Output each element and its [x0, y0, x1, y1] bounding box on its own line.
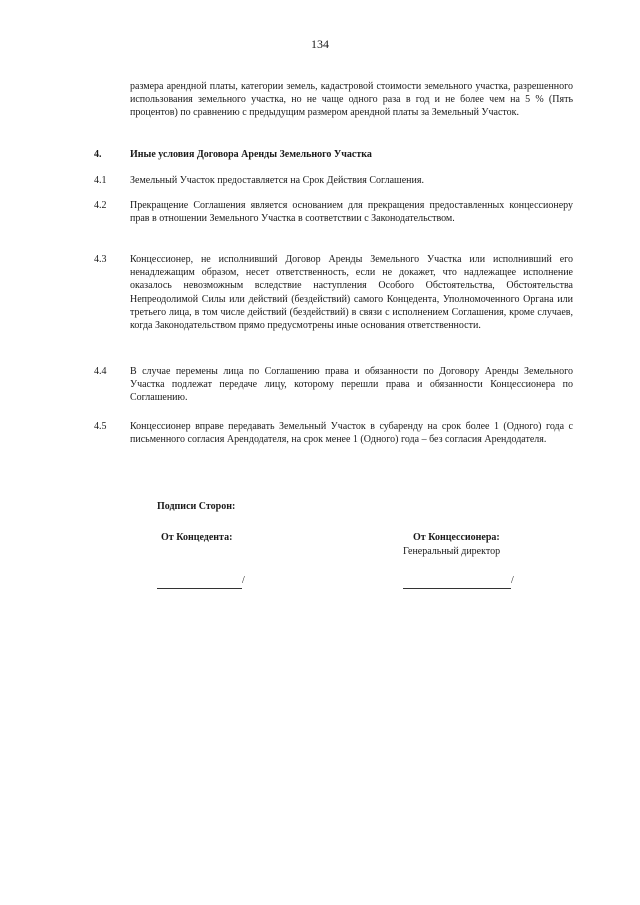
concedent-signature-line [157, 575, 242, 589]
clause-number: 4.3 [94, 254, 107, 265]
page-number: 134 [311, 37, 329, 51]
clause-text: В случае перемены лица по Соглашению права и обязанности по Договору Аренды Земельного Участка подлежат передаче лицу, которому перешли права и обязанности Концессионера по Соглашению. [130, 366, 573, 404]
concessioner-signature-line [403, 575, 511, 589]
concessioner-position: Генеральный директор [403, 546, 501, 557]
clause-text: Земельный Участок предоставляется на Срок Действия Соглашения. [130, 175, 424, 186]
concedent-label: От Концедента: [161, 532, 233, 543]
concessioner-label: От Концессионера: [413, 532, 500, 543]
clause-number: 4.4 [94, 366, 107, 377]
clause-number: 4.2 [94, 200, 107, 211]
section-number: 4. [94, 149, 102, 160]
clause-text: Концессионер вправе передавать Земельный Участок в субаренду на срок более 1 (Одного) года с письменного согласия Арендодателя, на срок менее 1 (Одного) года – без согласия Арендодателя. [130, 421, 573, 446]
clause-number: 4.1 [94, 175, 107, 186]
intro-paragraph: размера арендной платы, категории земель, кадастровой стоимости земельного участка, разрешенного использования земельного участка, но не чаще одного раза в год и не более чем на 5 % (Пять процентов) по сравнению с предыдущим размером арендной платы за Земельный Участок. [130, 81, 573, 119]
concessioner-signature-slash: / [511, 575, 514, 586]
section-title: Иные условия Договора Аренды Земельного Участка [130, 149, 372, 160]
concedent-signature-slash: / [242, 575, 245, 586]
signatures-title: Подписи Сторон: [157, 501, 236, 512]
clause-number: 4.5 [94, 421, 107, 432]
clause-text: Прекращение Соглашения является основанием для прекращения предоставленных концессионеру прав в отношении Земельного Участка в соответствии с Законодательством. [130, 200, 573, 225]
clause-text: Концессионер, не исполнивший Договор Аренды Земельного Участка или исполнивший его ненадлежащим образом, несет ответственность, если не докажет, что надлежащее исполнение оказалось невозможным вследствие наступления Особого Обстоятельства, Обстоятельства Непреодолимой Силы или действий (бездействий) самого Концедента, Уполномоченного Органа или третьего лица, в том числе действий (бездействий) в связи с исполнением Соглашения, кроме случаев, когда Законодательством прямо предусмотрены иные основания ответственности. [130, 254, 573, 332]
